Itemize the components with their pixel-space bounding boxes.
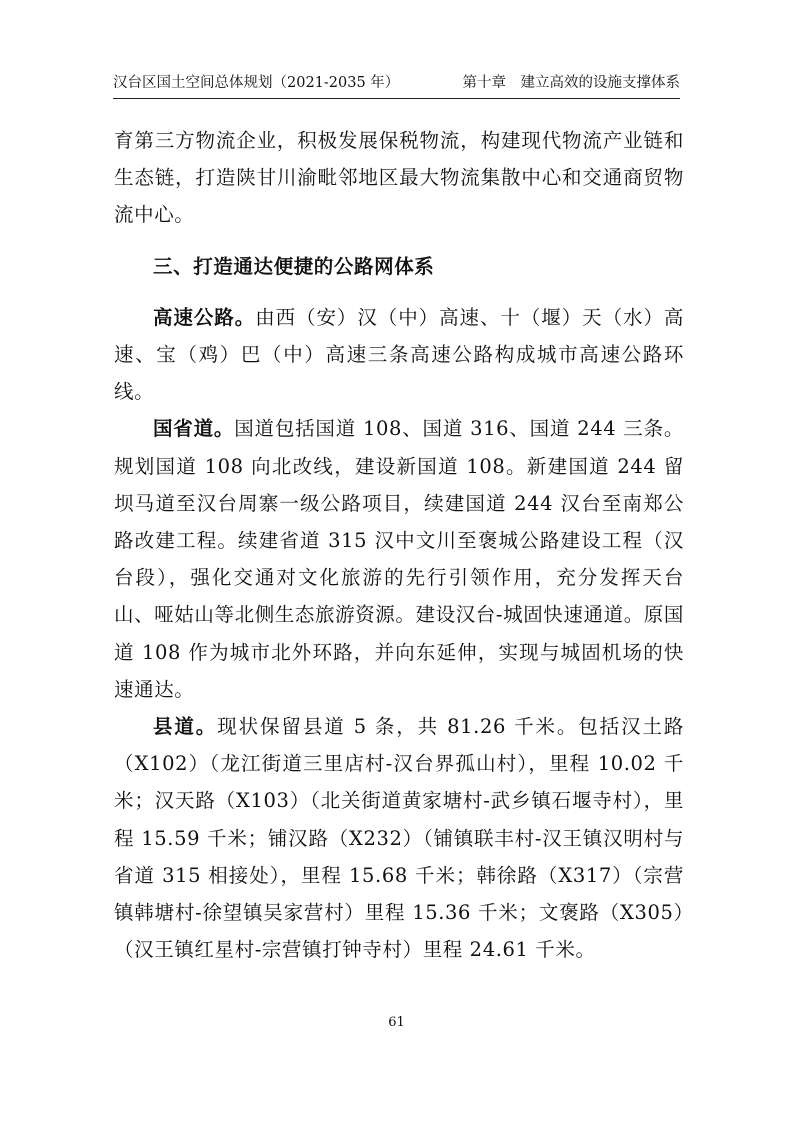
- expressway-lead: 高速公路。: [153, 305, 256, 329]
- county-road-lead: 县道。: [153, 715, 218, 739]
- national-provincial-road-lead: 国省道。: [153, 417, 235, 441]
- expressway-text: 由西（安）汉（中）高速、十（堰）天（水）高速、宝（鸡）巴（中）高速三条高速公路构成城市高速公路环线。: [114, 305, 684, 404]
- header-divider: [113, 98, 680, 99]
- page-number: 61: [388, 1015, 405, 1030]
- county-road-paragraph: [114, 708, 684, 968]
- chapter-title: 第十章 建立高效的设施支撑体系: [462, 75, 680, 91]
- document-title: 汉台区国土空间总体规划（2021-2035 年）: [113, 75, 400, 91]
- expressway-paragraph: [114, 299, 684, 411]
- document-body: [114, 122, 684, 968]
- county-road-text: 现状保留县道 5 条，共 81.26 千米。包括汉土路（X102）（龙江街道三里店村-汉台界孤山村），里程 10.02 千米；汉天路（X103）（北关街道黄家塘村-武乡镇石堰寺村），里程 15.59 千米；铺汉路（X232）（铺镇联丰村-汉王镇汉明村与省道 315 相接处），里程 15.68 千米；韩徐路（X317）（宗营镇韩塘村-徐望镇吴家营村）里程 15.36 千米；文褒路（X305）（汉王镇红星村-宗营镇打钟寺村）里程 24.61 千米。: [114, 715, 684, 962]
- national-provincial-road-paragraph: [114, 410, 684, 708]
- section-heading: 三、打造通达便捷的公路网体系: [153, 254, 435, 278]
- national-provincial-road-text: 国道包括国道 108、国道 316、国道 244 三条。规划国道 108 向北改线，建设新国道 108。新建国道 244 留坝马道至汉台周寨一级公路项目，续建国道 244 汉台至南郑公路改建工程。续建省道 315 汉中文川至褒城公路建设工程（汉台段），强化交通对文化旅游的先行引领作用，充分发挥天台山、哑姑山等北侧生态旅游资源。建设汉台-城固快速通道。原国道 108 作为城市北外环路，并向东延伸，实现与城固机场的快速通达。: [114, 417, 684, 701]
- page-header: [113, 72, 680, 94]
- continuation-paragraph: 育第三方物流企业，积极发展保税物流，构建现代物流产业链和生态链，打造陕甘川渝毗邻地区最大物流集散中心和交通商贸物流中心。: [114, 129, 684, 227]
